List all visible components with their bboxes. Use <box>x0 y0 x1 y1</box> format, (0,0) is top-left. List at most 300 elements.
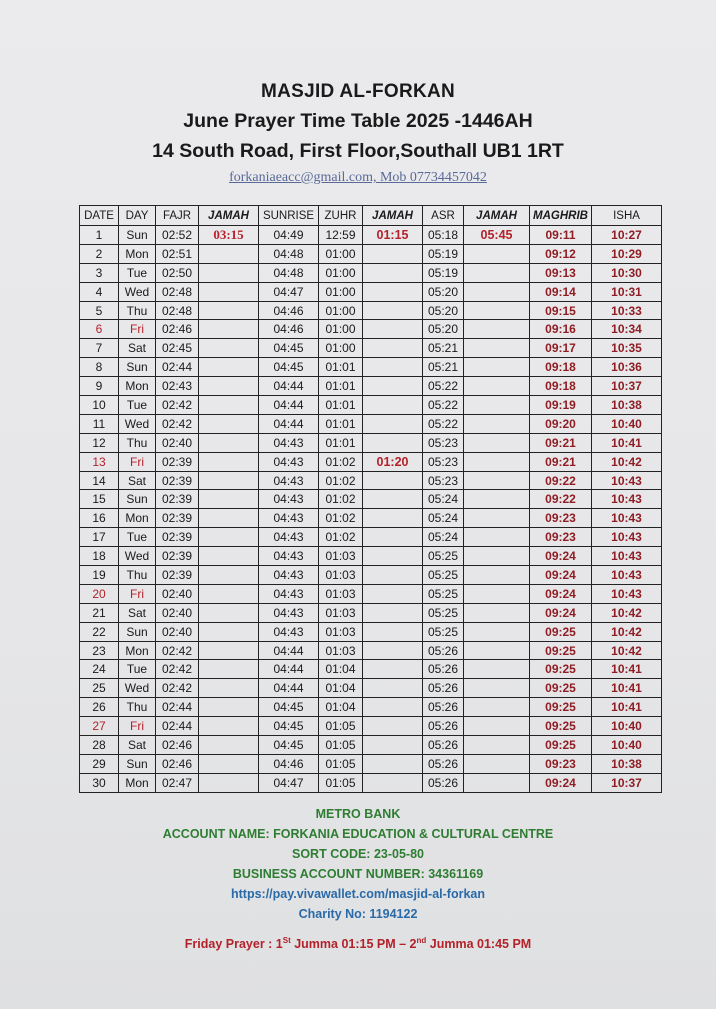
cell-zuhr: 01:03 <box>319 603 363 622</box>
cell-zuhr-jamah <box>363 660 423 679</box>
cell-asr-jamah <box>464 736 530 755</box>
cell-fajr-jamah <box>199 414 259 433</box>
cell-zuhr-jamah <box>363 301 423 320</box>
cell-sunrise: 04:44 <box>259 641 319 660</box>
cell-fajr-jamah <box>199 301 259 320</box>
cell-asr-jamah <box>464 528 530 547</box>
footer-info <box>0 804 716 957</box>
cell-asr: 05:18 <box>423 226 464 245</box>
cell-maghrib: 09:12 <box>530 244 592 263</box>
table-row <box>80 358 662 377</box>
cell-zuhr-jamah: 01:15 <box>363 226 423 245</box>
cell-zuhr-jamah <box>363 547 423 566</box>
cell-zuhr-jamah <box>363 396 423 415</box>
cell-sunrise: 04:45 <box>259 339 319 358</box>
cell-asr-jamah <box>464 547 530 566</box>
cell-isha: 10:41 <box>592 433 662 452</box>
table-row <box>80 547 662 566</box>
cell-asr: 05:25 <box>423 584 464 603</box>
cell-zuhr: 01:05 <box>319 717 363 736</box>
cell-zuhr: 01:01 <box>319 433 363 452</box>
cell-day: Sun <box>119 754 156 773</box>
cell-zuhr: 01:05 <box>319 754 363 773</box>
cell-sunrise: 04:44 <box>259 660 319 679</box>
cell-maghrib: 09:23 <box>530 509 592 528</box>
table-header-row <box>80 206 662 226</box>
friday-sup-1: St <box>282 936 291 945</box>
cell-date: 22 <box>80 622 119 641</box>
cell-zuhr-jamah <box>363 566 423 585</box>
cell-maghrib: 09:25 <box>530 641 592 660</box>
cell-isha: 10:33 <box>592 301 662 320</box>
cell-isha: 10:36 <box>592 358 662 377</box>
cell-sunrise: 04:45 <box>259 717 319 736</box>
table-row <box>80 754 662 773</box>
cell-asr: 05:25 <box>423 547 464 566</box>
cell-date: 4 <box>80 282 119 301</box>
cell-sunrise: 04:43 <box>259 547 319 566</box>
cell-sunrise: 04:43 <box>259 452 319 471</box>
cell-sunrise: 04:43 <box>259 622 319 641</box>
friday-prefix: Friday Prayer : 1 <box>184 937 283 952</box>
cell-zuhr: 12:59 <box>319 226 363 245</box>
cell-fajr: 02:46 <box>156 754 199 773</box>
cell-asr: 05:25 <box>423 622 464 641</box>
cell-day: Tue <box>119 660 156 679</box>
table-row <box>80 301 662 320</box>
cell-fajr: 02:39 <box>156 471 199 490</box>
table-row <box>80 452 662 471</box>
cell-asr: 05:26 <box>423 773 464 792</box>
cell-zuhr: 01:04 <box>319 679 363 698</box>
cell-sunrise: 04:45 <box>259 698 319 717</box>
cell-sunrise: 04:43 <box>259 603 319 622</box>
cell-isha: 10:43 <box>592 547 662 566</box>
cell-date: 23 <box>80 641 119 660</box>
cell-day: Thu <box>119 433 156 452</box>
col-header: SUNRISE <box>259 206 319 226</box>
cell-fajr: 02:44 <box>156 358 199 377</box>
cell-date: 7 <box>80 339 119 358</box>
cell-asr: 05:26 <box>423 679 464 698</box>
cell-isha: 10:41 <box>592 660 662 679</box>
cell-zuhr: 01:00 <box>319 301 363 320</box>
cell-date: 10 <box>80 396 119 415</box>
cell-sunrise: 04:47 <box>259 282 319 301</box>
cell-zuhr: 01:02 <box>319 452 363 471</box>
cell-asr-jamah <box>464 660 530 679</box>
cell-fajr-jamah <box>199 509 259 528</box>
cell-isha: 10:43 <box>592 566 662 585</box>
cell-sunrise: 04:47 <box>259 773 319 792</box>
cell-sunrise: 04:48 <box>259 244 319 263</box>
cell-fajr: 02:44 <box>156 698 199 717</box>
cell-fajr-jamah <box>199 584 259 603</box>
cell-fajr: 02:39 <box>156 566 199 585</box>
cell-isha: 10:31 <box>592 282 662 301</box>
table-row <box>80 773 662 792</box>
cell-date: 2 <box>80 244 119 263</box>
cell-maghrib: 09:21 <box>530 452 592 471</box>
cell-zuhr-jamah <box>363 736 423 755</box>
cell-zuhr: 01:01 <box>319 377 363 396</box>
cell-day: Mon <box>119 641 156 660</box>
cell-isha: 10:43 <box>592 490 662 509</box>
cell-day: Sat <box>119 603 156 622</box>
cell-sunrise: 04:43 <box>259 584 319 603</box>
bank-name: METRO BANK <box>315 807 401 821</box>
cell-fajr-jamah <box>199 320 259 339</box>
col-header: JAMAH <box>363 206 423 226</box>
cell-zuhr: 01:05 <box>319 736 363 755</box>
cell-zuhr-jamah <box>363 584 423 603</box>
cell-date: 3 <box>80 263 119 282</box>
table-row <box>80 226 662 245</box>
cell-asr-jamah <box>464 471 530 490</box>
cell-zuhr: 01:03 <box>319 641 363 660</box>
friday-sup-2: nd <box>416 936 427 945</box>
cell-asr-jamah <box>464 320 530 339</box>
cell-isha: 10:42 <box>592 641 662 660</box>
cell-fajr: 02:42 <box>156 679 199 698</box>
cell-asr-jamah <box>464 754 530 773</box>
cell-maghrib: 09:25 <box>530 717 592 736</box>
cell-fajr: 02:43 <box>156 377 199 396</box>
cell-day: Sat <box>119 736 156 755</box>
account-name: ACCOUNT NAME: FORKANIA EDUCATION & CULTURAL CENTRE <box>162 827 554 841</box>
table-row <box>80 509 662 528</box>
cell-fajr-jamah <box>199 679 259 698</box>
cell-day: Mon <box>119 377 156 396</box>
cell-zuhr: 01:00 <box>319 339 363 358</box>
cell-asr: 05:26 <box>423 736 464 755</box>
cell-asr: 05:19 <box>423 263 464 282</box>
cell-maghrib: 09:23 <box>530 528 592 547</box>
cell-zuhr-jamah <box>363 339 423 358</box>
cell-maghrib: 09:16 <box>530 320 592 339</box>
cell-sunrise: 04:44 <box>259 414 319 433</box>
table-row <box>80 622 662 641</box>
cell-isha: 10:27 <box>592 226 662 245</box>
cell-fajr-jamah <box>199 736 259 755</box>
cell-asr-jamah <box>464 490 530 509</box>
cell-maghrib: 09:11 <box>530 226 592 245</box>
cell-zuhr-jamah <box>363 282 423 301</box>
cell-asr: 05:23 <box>423 433 464 452</box>
cell-zuhr: 01:02 <box>319 471 363 490</box>
cell-fajr-jamah <box>199 377 259 396</box>
cell-fajr: 02:42 <box>156 414 199 433</box>
cell-isha: 10:37 <box>592 773 662 792</box>
cell-fajr: 02:42 <box>156 396 199 415</box>
cell-day: Fri <box>119 452 156 471</box>
table-row <box>80 566 662 585</box>
cell-maghrib: 09:25 <box>530 698 592 717</box>
cell-asr-jamah <box>464 358 530 377</box>
cell-maghrib: 09:19 <box>530 396 592 415</box>
cell-asr-jamah <box>464 773 530 792</box>
cell-date: 6 <box>80 320 119 339</box>
cell-fajr: 02:52 <box>156 226 199 245</box>
cell-day: Fri <box>119 584 156 603</box>
cell-maghrib: 09:25 <box>530 660 592 679</box>
cell-zuhr: 01:04 <box>319 660 363 679</box>
cell-isha: 10:38 <box>592 754 662 773</box>
cell-zuhr: 01:03 <box>319 584 363 603</box>
cell-asr-jamah <box>464 339 530 358</box>
cell-zuhr-jamah <box>363 679 423 698</box>
cell-asr-jamah <box>464 717 530 736</box>
account-number: BUSINESS ACCOUNT NUMBER: 34361169 <box>232 867 484 881</box>
table-row <box>80 641 662 660</box>
mosque-address: 14 South Road, First Floor,Southall UB1 1RT <box>152 140 564 162</box>
cell-maghrib: 09:23 <box>530 754 592 773</box>
cell-isha: 10:43 <box>592 471 662 490</box>
cell-fajr: 02:39 <box>156 547 199 566</box>
mosque-name: MASJID AL-FORKAN <box>260 81 456 102</box>
cell-fajr: 02:40 <box>156 603 199 622</box>
cell-asr-jamah <box>464 377 530 396</box>
cell-asr: 05:24 <box>423 509 464 528</box>
cell-isha: 10:34 <box>592 320 662 339</box>
cell-date: 19 <box>80 566 119 585</box>
cell-fajr-jamah <box>199 754 259 773</box>
cell-sunrise: 04:43 <box>259 490 319 509</box>
cell-zuhr: 01:01 <box>319 358 363 377</box>
cell-fajr-jamah <box>199 717 259 736</box>
cell-date: 13 <box>80 452 119 471</box>
cell-asr: 05:26 <box>423 641 464 660</box>
cell-isha: 10:40 <box>592 736 662 755</box>
cell-zuhr: 01:05 <box>319 773 363 792</box>
cell-fajr-jamah <box>199 263 259 282</box>
cell-zuhr: 01:00 <box>319 263 363 282</box>
cell-fajr-jamah <box>199 396 259 415</box>
cell-maghrib: 09:25 <box>530 622 592 641</box>
cell-zuhr-jamah <box>363 754 423 773</box>
cell-date: 28 <box>80 736 119 755</box>
timetable-title: June Prayer Time Table 2025 -1446AH <box>183 110 533 132</box>
cell-isha: 10:40 <box>592 717 662 736</box>
cell-day: Sun <box>119 358 156 377</box>
cell-date: 20 <box>80 584 119 603</box>
cell-date: 21 <box>80 603 119 622</box>
sort-code: SORT CODE: 23-05-80 <box>292 847 424 861</box>
cell-maghrib: 09:25 <box>530 736 592 755</box>
cell-date: 15 <box>80 490 119 509</box>
cell-zuhr-jamah <box>363 528 423 547</box>
cell-maghrib: 09:15 <box>530 301 592 320</box>
table-row <box>80 339 662 358</box>
cell-maghrib: 09:21 <box>530 433 592 452</box>
friday-prayer-note <box>0 928 716 957</box>
cell-day: Sun <box>119 622 156 641</box>
cell-zuhr: 01:02 <box>319 490 363 509</box>
cell-zuhr-jamah <box>363 490 423 509</box>
cell-date: 25 <box>80 679 119 698</box>
cell-isha: 10:41 <box>592 679 662 698</box>
cell-fajr: 02:39 <box>156 490 199 509</box>
col-header: DATE <box>80 206 119 226</box>
cell-zuhr-jamah <box>363 377 423 396</box>
cell-day: Tue <box>119 396 156 415</box>
col-header: MAGHRIB <box>530 206 592 226</box>
cell-day: Fri <box>119 717 156 736</box>
cell-fajr: 02:40 <box>156 622 199 641</box>
donation-link[interactable]: https://pay.vivawallet.com/masjid-al-forkan <box>230 887 485 901</box>
cell-fajr-jamah <box>199 641 259 660</box>
cell-maghrib: 09:13 <box>530 263 592 282</box>
cell-fajr: 02:47 <box>156 773 199 792</box>
table-row <box>80 698 662 717</box>
cell-fajr-jamah <box>199 528 259 547</box>
cell-sunrise: 04:43 <box>259 471 319 490</box>
cell-day: Tue <box>119 263 156 282</box>
cell-isha: 10:38 <box>592 396 662 415</box>
cell-fajr: 02:40 <box>156 433 199 452</box>
cell-fajr: 02:50 <box>156 263 199 282</box>
cell-zuhr-jamah <box>363 698 423 717</box>
cell-isha: 10:37 <box>592 377 662 396</box>
col-header: ISHA <box>592 206 662 226</box>
cell-day: Thu <box>119 698 156 717</box>
cell-isha: 10:30 <box>592 263 662 282</box>
cell-sunrise: 04:46 <box>259 754 319 773</box>
cell-asr-jamah <box>464 566 530 585</box>
cell-asr: 05:24 <box>423 528 464 547</box>
cell-fajr-jamah <box>199 358 259 377</box>
cell-asr-jamah <box>464 452 530 471</box>
cell-date: 27 <box>80 717 119 736</box>
cell-asr: 05:19 <box>423 244 464 263</box>
cell-sunrise: 04:46 <box>259 301 319 320</box>
cell-asr-jamah <box>464 433 530 452</box>
cell-fajr-jamah <box>199 490 259 509</box>
cell-maghrib: 09:24 <box>530 547 592 566</box>
cell-zuhr: 01:00 <box>319 282 363 301</box>
cell-asr-jamah <box>464 679 530 698</box>
cell-zuhr-jamah <box>363 358 423 377</box>
cell-asr-jamah <box>464 622 530 641</box>
cell-zuhr-jamah <box>363 320 423 339</box>
cell-date: 18 <box>80 547 119 566</box>
cell-day: Wed <box>119 414 156 433</box>
cell-maghrib: 09:18 <box>530 358 592 377</box>
cell-asr: 05:26 <box>423 754 464 773</box>
cell-sunrise: 04:43 <box>259 433 319 452</box>
cell-fajr: 02:40 <box>156 584 199 603</box>
cell-fajr-jamah <box>199 244 259 263</box>
cell-date: 1 <box>80 226 119 245</box>
friday-suffix: Jumma 01:45 PM <box>426 937 532 952</box>
cell-asr-jamah <box>464 301 530 320</box>
table-row <box>80 490 662 509</box>
cell-fajr: 02:45 <box>156 339 199 358</box>
cell-maghrib: 09:24 <box>530 566 592 585</box>
cell-asr: 05:22 <box>423 377 464 396</box>
cell-asr: 05:21 <box>423 339 464 358</box>
cell-asr-jamah <box>464 698 530 717</box>
table-row <box>80 433 662 452</box>
cell-asr-jamah <box>464 641 530 660</box>
cell-fajr-jamah <box>199 773 259 792</box>
table-row <box>80 660 662 679</box>
cell-day: Wed <box>119 282 156 301</box>
cell-maghrib: 09:24 <box>530 584 592 603</box>
cell-day: Sun <box>119 226 156 245</box>
cell-asr: 05:20 <box>423 320 464 339</box>
cell-date: 14 <box>80 471 119 490</box>
cell-asr: 05:24 <box>423 490 464 509</box>
cell-fajr: 02:42 <box>156 641 199 660</box>
col-header: FAJR <box>156 206 199 226</box>
cell-isha: 10:29 <box>592 244 662 263</box>
cell-asr-jamah <box>464 244 530 263</box>
cell-fajr-jamah <box>199 547 259 566</box>
cell-isha: 10:41 <box>592 698 662 717</box>
cell-zuhr-jamah <box>363 509 423 528</box>
cell-asr: 05:20 <box>423 301 464 320</box>
cell-asr-jamah <box>464 396 530 415</box>
cell-zuhr: 01:03 <box>319 566 363 585</box>
cell-fajr-jamah <box>199 471 259 490</box>
cell-fajr: 02:48 <box>156 282 199 301</box>
cell-maghrib: 09:18 <box>530 377 592 396</box>
cell-date: 8 <box>80 358 119 377</box>
cell-maghrib: 09:24 <box>530 603 592 622</box>
cell-isha: 10:42 <box>592 603 662 622</box>
cell-maghrib: 09:22 <box>530 490 592 509</box>
contact-email-phone[interactable]: forkaniaeacc@gmail.com, Mob 07734457042 <box>229 170 487 185</box>
cell-asr: 05:21 <box>423 358 464 377</box>
cell-zuhr: 01:04 <box>319 698 363 717</box>
cell-asr: 05:22 <box>423 396 464 415</box>
cell-zuhr-jamah <box>363 622 423 641</box>
cell-date: 11 <box>80 414 119 433</box>
cell-zuhr-jamah <box>363 433 423 452</box>
contact-line <box>0 170 716 186</box>
table-row <box>80 736 662 755</box>
cell-fajr: 02:51 <box>156 244 199 263</box>
table-row <box>80 679 662 698</box>
cell-date: 12 <box>80 433 119 452</box>
cell-zuhr: 01:01 <box>319 414 363 433</box>
cell-sunrise: 04:48 <box>259 263 319 282</box>
table-row <box>80 263 662 282</box>
cell-asr: 05:26 <box>423 660 464 679</box>
cell-zuhr-jamah <box>363 414 423 433</box>
cell-asr-jamah: 05:45 <box>464 226 530 245</box>
cell-fajr-jamah <box>199 452 259 471</box>
table-row <box>80 603 662 622</box>
cell-isha: 10:42 <box>592 622 662 641</box>
cell-isha: 10:43 <box>592 509 662 528</box>
cell-isha: 10:40 <box>592 414 662 433</box>
table-row <box>80 244 662 263</box>
table-row <box>80 414 662 433</box>
cell-asr: 05:26 <box>423 698 464 717</box>
cell-date: 9 <box>80 377 119 396</box>
cell-sunrise: 04:45 <box>259 736 319 755</box>
table-row <box>80 471 662 490</box>
cell-day: Thu <box>119 301 156 320</box>
col-header: JAMAH <box>199 206 259 226</box>
cell-fajr-jamah <box>199 282 259 301</box>
col-header: JAMAH <box>464 206 530 226</box>
cell-day: Mon <box>119 244 156 263</box>
cell-sunrise: 04:43 <box>259 566 319 585</box>
cell-asr: 05:23 <box>423 471 464 490</box>
